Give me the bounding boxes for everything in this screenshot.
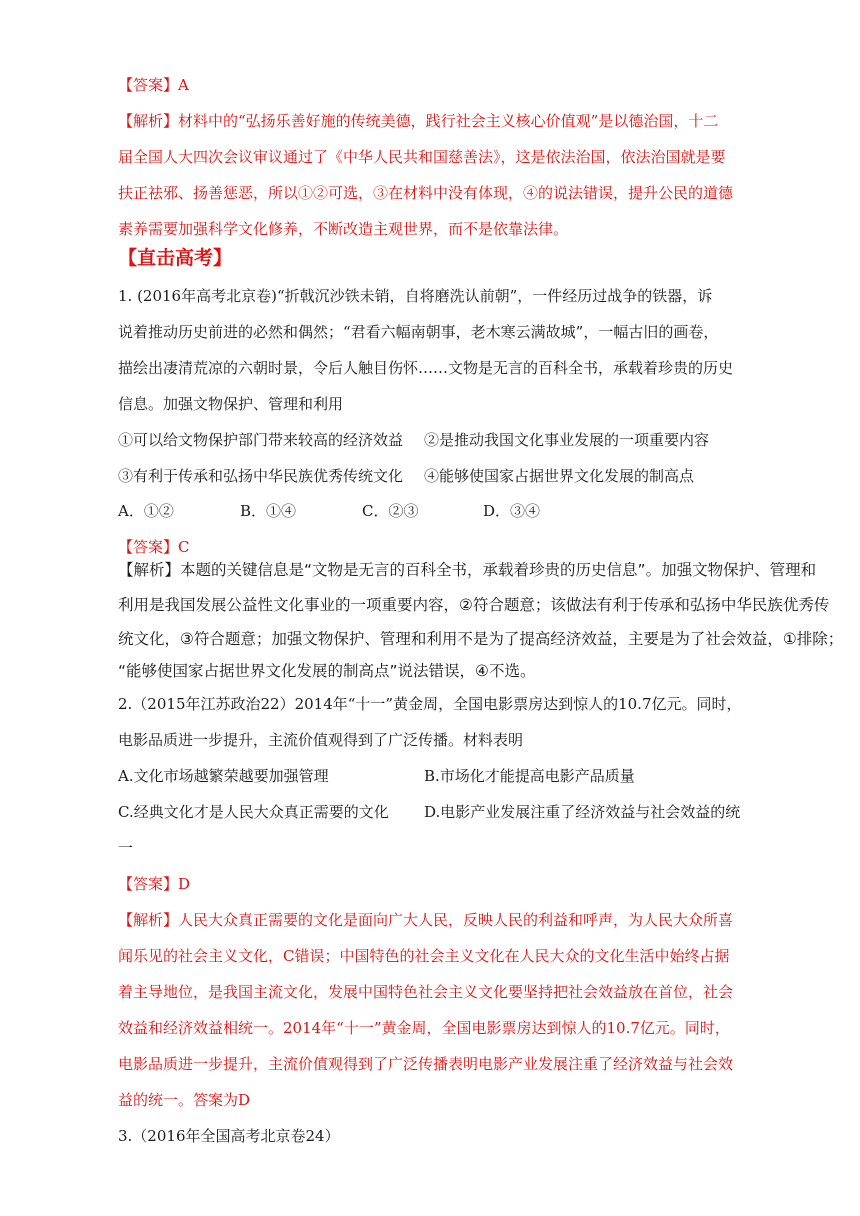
option-b: B.市场化才能提高电影产品质量 <box>424 767 635 785</box>
option-c: C.经典文化才是人民大众真正需要的文化 <box>118 803 389 821</box>
option-d: D．③④ <box>483 502 541 520</box>
analysis-line: “能够使国家占据世界文化发展的制高点”说法错误，④不选。 <box>118 662 536 680</box>
analysis-line: 利用是我国发展公益性文化事业的一项重要内容，②符合题意；该做法有利于传承和弘扬中华民族优秀传 <box>118 596 830 614</box>
statement-3: ③有利于传承和弘扬中华民族优秀传统文化 <box>118 467 404 485</box>
option-d: D.电影产业发展注重了经济效益与社会效益的统 <box>424 803 741 821</box>
answer-value: A <box>178 76 189 94</box>
answer-line: 【答案】C <box>118 538 190 556</box>
analysis-line: 扶正祛邪、扬善惩恶，所以①②可选，③在材料中没有体现，④的说法错误，提升公民的道德 <box>118 184 734 202</box>
analysis-line: 闻乐见的社会主义文化，C错误；中国特色的社会主义文化在人民大众的文化生活中始终占据 <box>118 947 730 965</box>
analysis-line: 【解析】人民大众真正需要的文化是面向广大人民，反映人民的利益和呼声，为人民大众所喜 <box>118 911 734 929</box>
question-stem-line: 3.（2016年全国高考北京卷24） <box>118 1127 340 1145</box>
analysis-tag: 【解析】 <box>118 112 179 130</box>
option-a: A.文化市场越繁荣越要加强管理 <box>118 767 329 785</box>
option-a: A．①② <box>118 502 174 520</box>
question-stem-line: 电影品质进一步提升，主流价值观得到了广泛传播。材料表明 <box>118 731 524 749</box>
option-c: C．②③ <box>362 502 419 520</box>
analysis-line: 效益和经济效益相统一。2014年“十一”黄金周，全国电影票房达到惊人的10.7亿元。同时， <box>118 1019 730 1037</box>
question-stem-line: 描绘出凄清荒凉的六朝时景，令后人触目伤怀……文物是无言的百科全书，承载着珍贵的历史 <box>118 359 734 377</box>
analysis-line: 【解析】材料中的“弘扬乐善好施的传统美德，践行社会主义核心价值观”是以德治国，十二 <box>118 112 719 130</box>
answer-line: 【答案】D <box>118 875 191 893</box>
answer-line <box>118 75 189 95</box>
analysis-line: 【解析】本题的关键信息是“文物是无言的百科全书，承载着珍贵的历史信息”。加强文物保护、管理和 <box>118 561 817 579</box>
analysis-line: 益的统一。答案为D <box>118 1091 251 1109</box>
statement-1: ①可以给文物保护部门带来较高的经济效益 <box>118 431 404 449</box>
analysis-line: 电影品质进一步提升，主流价值观得到了广泛传播表明电影产业发展注重了经济效益与社会效 <box>118 1055 734 1073</box>
option-b: B．①④ <box>240 502 297 520</box>
analysis-line: 着主导地位，是我国主流文化，发展中国特色社会主义文化要坚持把社会效益放在首位，社会 <box>118 983 734 1001</box>
statement-4: ④能够使国家占据世界文化发展的制高点 <box>424 467 695 485</box>
answer-value: D <box>178 875 191 893</box>
question-stem-line: 说着推动历史前进的必然和偶然；“君看六幅南朝事，老木寒云满故城”，一幅古旧的画卷， <box>118 323 719 341</box>
answer-tag: 【答案】 <box>118 76 179 94</box>
analysis-line: 统文化，③符合题意；加强文物保护、管理和利用不是为了提高经济效益，主要是为了社会效益，①排除； <box>118 630 844 648</box>
analysis-tag: 【解析】 <box>118 911 179 929</box>
question-stem-line: 1. (2016年高考北京卷)“折戟沉沙铁未销，自将磨洗认前朝”，一件经历过战争的铁器，诉 <box>118 287 713 305</box>
question-stem-line: 信息。加强文物保护、管理和利用 <box>118 395 344 413</box>
analysis-line: 届全国人大四次会议审议通过了《中华人民共和国慈善法》，这是依法治国，依法治国就是要 <box>118 148 726 166</box>
question-stem-line: 2.（2015年江苏政治22）2014年“十一”黄金周，全国电影票房达到惊人的10.7亿元。同时， <box>118 695 742 713</box>
analysis-line: 素养需要加强科学文化修养，不断改造主观世界，而不是依靠法律。 <box>118 220 569 238</box>
option-d-continued: 一 <box>118 839 134 857</box>
answer-value: C <box>178 538 190 556</box>
section-heading: 【直击高考】 <box>118 247 233 269</box>
statement-2: ②是推动我国文化事业发展的一项重要内容 <box>424 431 710 449</box>
